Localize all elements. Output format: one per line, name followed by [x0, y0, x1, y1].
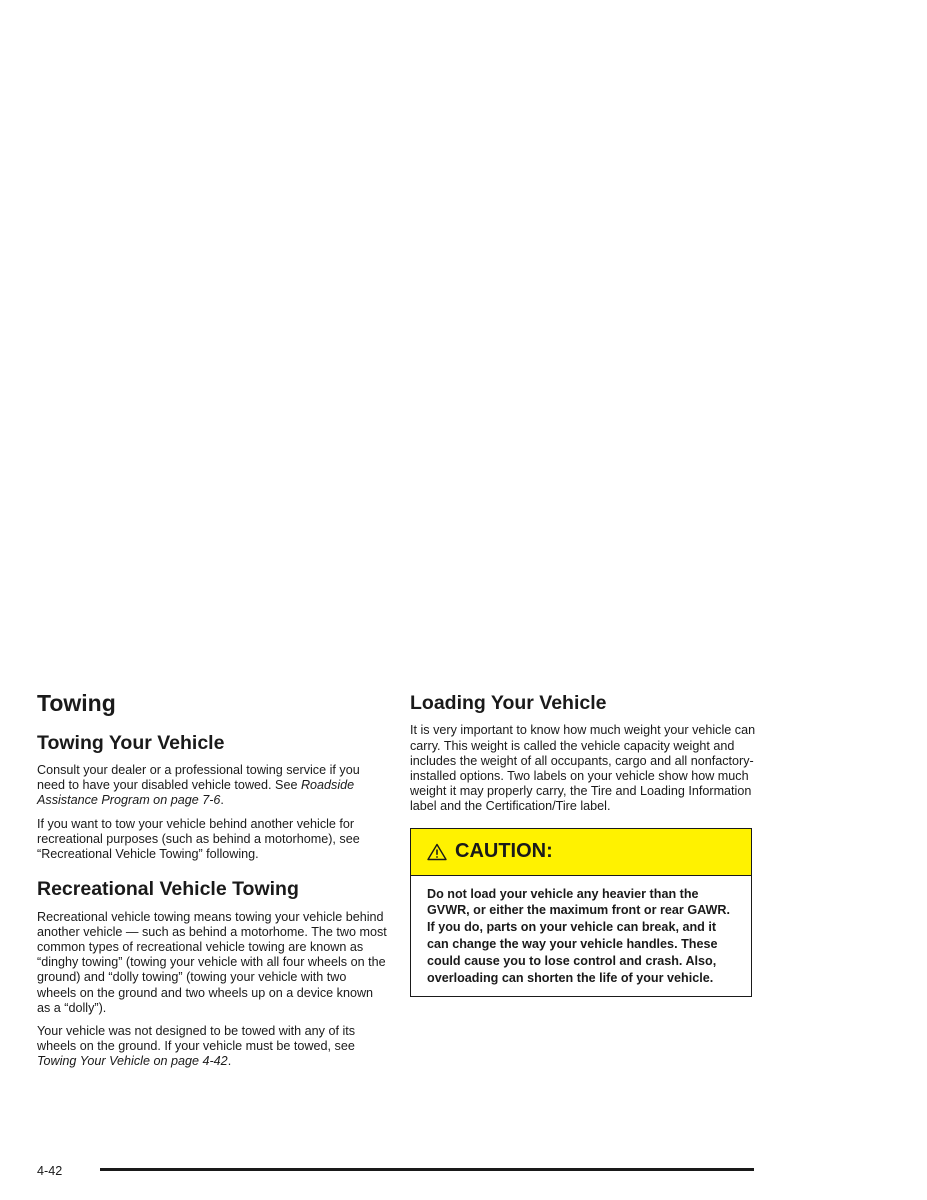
- caution-header: [411, 829, 751, 876]
- caution-label: CAUTION:: [455, 840, 553, 863]
- caution-text: Do not load your vehicle any heavier than the GVWR, or either the maximum front or rear GAWR. If you do, parts on your vehicle can break, and it can change the way your vehicle handles. These could cause you to lose control and crash. Also, overloading can shorten the life of your vehicle.: [427, 886, 730, 985]
- paragraph-recreational-towing-intro: If you want to tow your vehicle behind another vehicle for recreational purposes (such as behind a motorhome), see “Recreational Vehicle Towing” following.: [37, 816, 360, 861]
- caution-box: [410, 828, 752, 998]
- towing-your-vehicle-reference: Towing Your Vehicle on page 4-42: [37, 1054, 228, 1069]
- paragraph-text: Your vehicle was not designed to be towed with any of its wheels on the ground. If your vehicle must be towed, see: [37, 1024, 356, 1054]
- left-column: [37, 690, 387, 1078]
- paragraph-text: Consult your dealer or a professional towing service if you need to have your disabled vehicle towed. See: [37, 762, 360, 793]
- roadside-assistance-reference: Roadside Assistance Program on page 7-6: [37, 778, 355, 808]
- warning-triangle-icon: [427, 843, 447, 861]
- section-heading-towing-your-vehicle: Towing Your Vehicle: [37, 731, 225, 754]
- paragraph-not-designed-to-be-towed: [37, 1024, 387, 1070]
- section-heading-recreational-vehicle-towing: Recreational Vehicle Towing: [37, 878, 299, 901]
- paragraph-end: .: [227, 1054, 232, 1069]
- paragraph-loading-info: It is very important to know how much weight your vehicle can carry. This weight is called the vehicle capacity weight and includes the weight of all occupants, cargo and all nonfactory-installed options. Two labels on your vehicle show how much weight it may properly carry, the Tire and Loading Information label and the Certification/Tire label.: [410, 723, 756, 814]
- section-heading-loading-your-vehicle: Loading Your Vehicle: [410, 692, 607, 714]
- paragraph-end: .: [220, 793, 224, 808]
- paragraph-recreational-towing-types: Recreational vehicle towing means towing your vehicle behind another vehicle — such as behind a motorhome. The two most common types of recreational vehicle towing are known as “dinghy towing” (towing your vehicle with all four wheels on the ground) and “dolly towing” (towing your vehicle with two wheels on the ground and two wheels up on a device known as a “dolly”).: [37, 909, 387, 1015]
- footer-rule: [100, 1168, 754, 1171]
- page-title: Towing: [37, 690, 116, 716]
- right-column: [410, 692, 760, 997]
- paragraph-towing-service: [37, 763, 387, 809]
- page-number: 4-42: [37, 1164, 63, 1178]
